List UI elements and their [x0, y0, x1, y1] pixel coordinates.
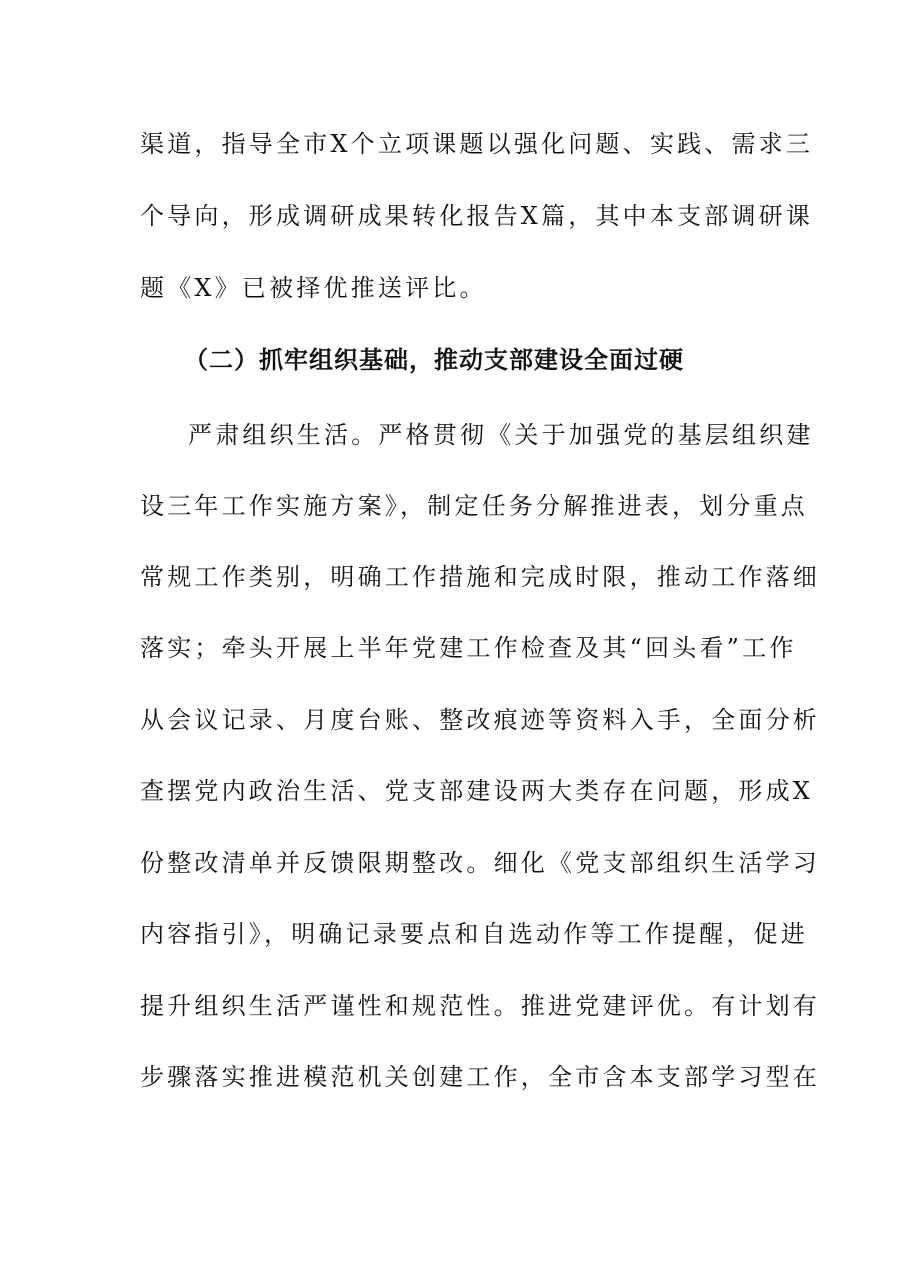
- paragraph-2-line-6: 查摆党内政治生活、党支部建设两大类存在问题，形成X: [140, 777, 814, 805]
- paragraph-2-line-9: 提升组织生活严谨性和规范性。推进党建评优。有计划有: [140, 992, 820, 1020]
- paragraph-2-line-2: 设三年工作实施方案》，制定任务分解推进表，划分重点: [140, 492, 808, 520]
- paragraph-1-line-2: 个导向，形成调研成果转化报告X篇，其中本支部调研课: [140, 202, 814, 230]
- paragraph-2-line-4: 落实；牵头开展上半年党建工作检查及其“回头看”工作: [140, 634, 797, 662]
- paragraph-1-line-1: 渠道，指导全市X个立项课题以强化问题、实践、需求三: [140, 130, 814, 158]
- section-heading: （二）抓牢组织基础，推动支部建设全面过硬: [184, 346, 684, 374]
- paragraph-2-line-8: 内容指引》，明确记录要点和自选动作等工作提醒，促进: [140, 920, 808, 948]
- paragraph-2-line-5: 从会议记录、月度台账、整改痕迹等资料入手，全面分析: [140, 706, 820, 734]
- paragraph-2-line-7: 份整改清单并反馈限期整改。细化《党支部组织生活学习: [140, 849, 820, 877]
- paragraph-2-line-3: 常规工作类别，明确工作措施和完成时限，推动工作落细: [140, 563, 820, 591]
- paragraph-2-line-1: 严肃组织生活。严格贯彻《关于加强党的基层组织建: [188, 421, 814, 449]
- paragraph-1-line-3: 题《X》已被择优推送评比。: [140, 274, 487, 302]
- paragraph-2-line-10: 步骤落实推进模范机关创建工作，全市含本支部学习型在: [140, 1063, 820, 1091]
